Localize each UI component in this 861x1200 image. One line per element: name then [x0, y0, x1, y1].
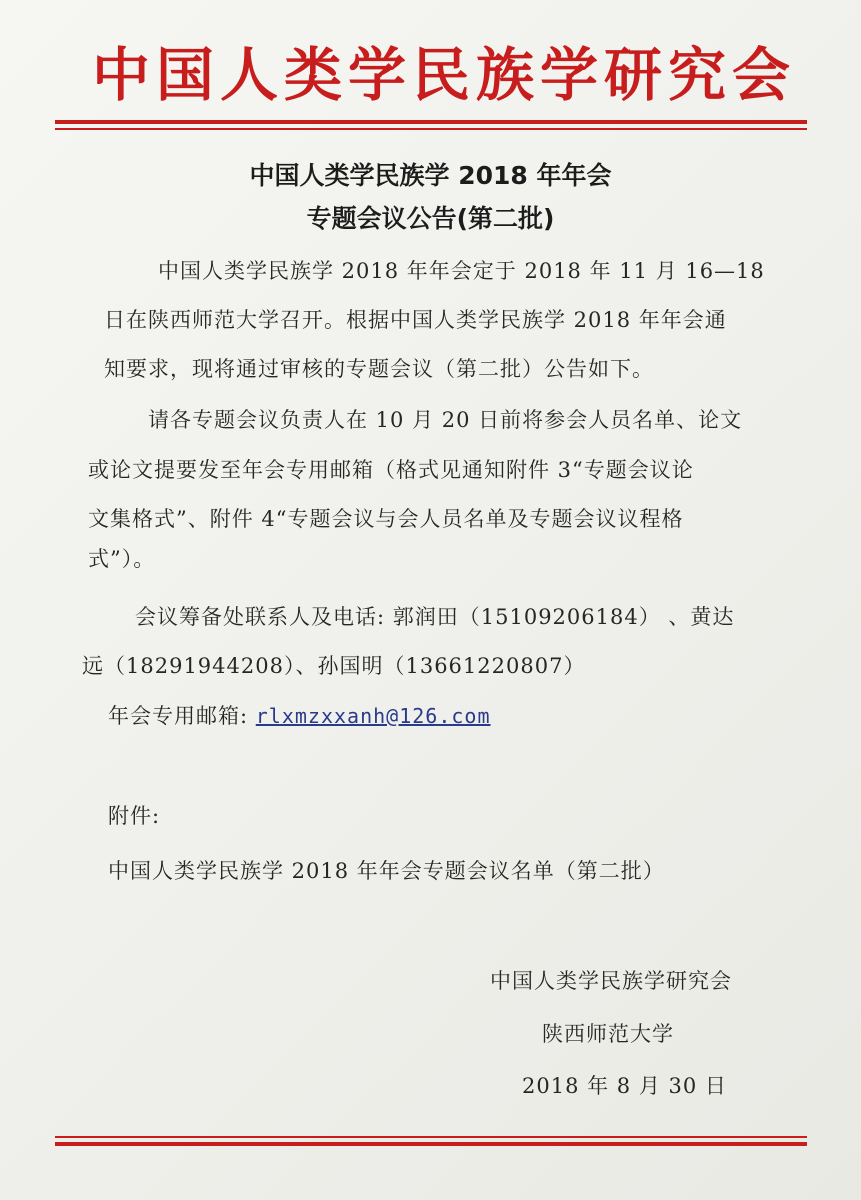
p1-line1: 中国人类学民族学 2018 年年会定于 2018 年 11 月 16—18: [158, 259, 765, 283]
footer-rule-thick: [55, 1142, 807, 1146]
email-link[interactable]: rlxmzxxanh@126.com: [255, 704, 491, 728]
p2-line4: 式”）。: [88, 547, 156, 571]
email-label: 年会专用邮箱:: [108, 704, 256, 728]
signature-org1: 中国人类学民族学研究会: [490, 969, 732, 993]
signature-date: 2018 年 8 月 30 日: [522, 1074, 727, 1098]
p2-line2: 或论文提要发至年会专用邮箱（格式见通知附件 3“专题会议论: [88, 458, 694, 482]
email-line: [108, 700, 491, 730]
p1-line2: 日在陕西师范大学召开。根据中国人类学民族学 2018 年年会通: [104, 308, 727, 332]
signature-org2: 陕西师范大学: [542, 1022, 674, 1046]
attachment-item: 中国人类学民族学 2018 年年会专题会议名单（第二批）: [108, 859, 665, 883]
footer-rule-thin: [55, 1136, 807, 1138]
p3-line1: 会议筹备处联系人及电话: 郭润田（15109206184） 、黄达: [135, 605, 735, 629]
attachment-label: 附件:: [108, 804, 161, 828]
letterhead-rule-thin: [55, 128, 807, 130]
letterhead-rule-thick: [55, 120, 807, 124]
letterhead-org-name: 中国人类学民族学研究会: [92, 41, 797, 109]
p1-line3: 知要求，现将通过审核的专题会议（第二批）公告如下。: [104, 357, 654, 381]
p2-line3: 文集格式”、附件 4“专题会议与会人员名单及专题会议议程格: [88, 507, 684, 531]
doc-title-line1: 中国人类学民族学 2018 年年会: [249, 161, 612, 190]
p2-line1: 请各专题会议负责人在 10 月 20 日前将参会人员名单、论文: [148, 408, 743, 432]
doc-title-line2: 专题会议公告(第二批): [306, 204, 555, 233]
p3-line2: 远（18291944208）、孙国明（13661220807）: [82, 654, 586, 678]
